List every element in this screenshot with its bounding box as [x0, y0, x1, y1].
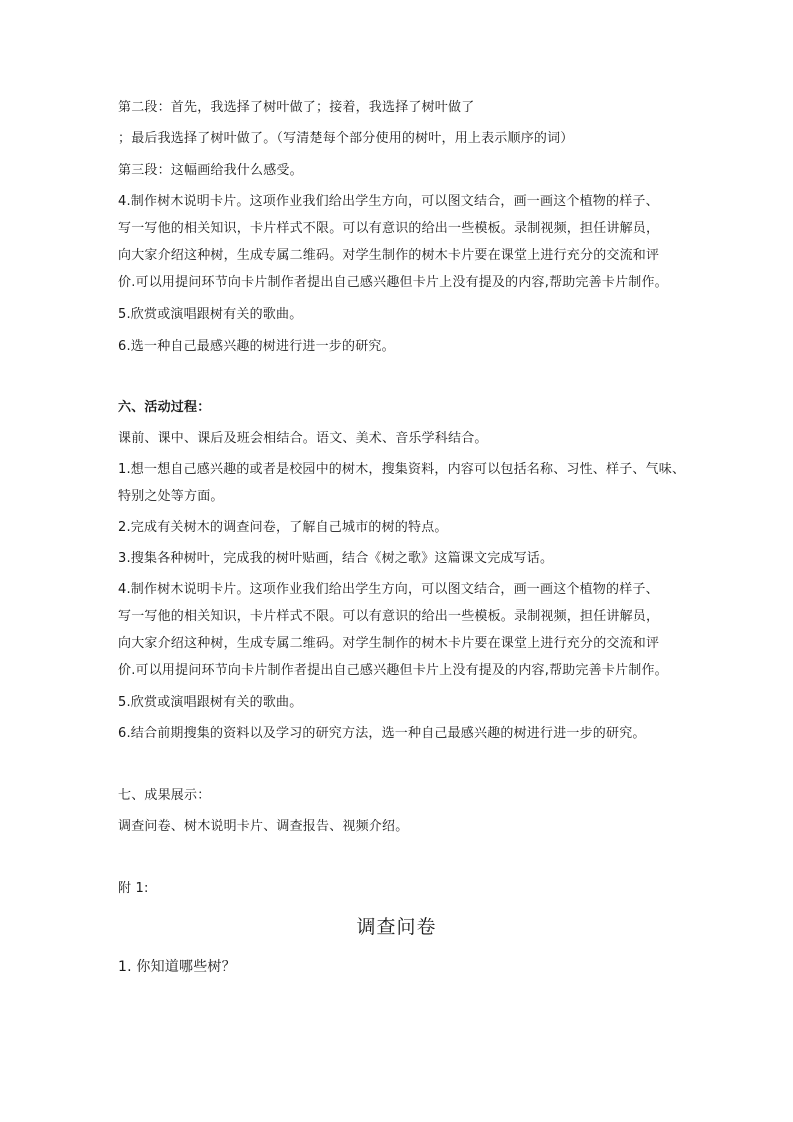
section6-intro: 课前、课中、课后及班会相结合。语文、美术、音乐学科结合。: [118, 431, 488, 446]
section2-item4-line1: 4.制作树木说明卡片。这项作业我们给出学生方向，可以图文结合，画一画这个植物的样子、: [118, 194, 659, 209]
section7-content: 调查问卷、树木说明卡片、调查报告、视频介绍。: [118, 819, 409, 834]
appendix-label: 附 1:: [118, 881, 149, 896]
section2-item4-line4: 价.可以用提问环节向卡片制作者提出自己感兴趣但卡片上没有提及的内容,帮助完善卡片制作。: [118, 275, 668, 290]
section6-item4-line4: 价.可以用提问环节向卡片制作者提出自己感兴趣但卡片上没有提及的内容,帮助完善卡片制作。: [118, 663, 668, 678]
section2-item5: 5.欣赏或演唱跟树有关的歌曲。: [118, 307, 303, 322]
section2-para2-line2: ；最后我选择了树叶做了。（写清楚每个部分使用的树叶，用上表示顺序的词）: [118, 131, 574, 146]
section6-item4-line3: 向大家介绍这种树，生成专属二维码。对学生制作的树木卡片要在课堂上进行充分的交流和评: [118, 636, 660, 651]
appendix-title: 调查问卷: [356, 916, 437, 938]
section2-item4-line3: 向大家介绍这种树，生成专属二维码。对学生制作的树木卡片要在课堂上进行充分的交流和评: [118, 248, 660, 263]
section2-para2-line1: 第二段：首先，我选择了树叶做了；接着，我选择了树叶做了: [118, 100, 475, 115]
section6-item4-line2: 写一写他的相关知识，卡片样式不限。可以有意识的给出一些模板。录制视频，担任讲解员，: [118, 609, 660, 624]
section2-item6: 6.选一种自己最感兴趣的树进行进一步的研究。: [118, 339, 395, 354]
section2-item4-line2: 写一写他的相关知识，卡片样式不限。可以有意识的给出一些模板。录制视频，担任讲解员，: [118, 221, 660, 236]
section2-para3: 第三段：这幅画给我什么感受。: [118, 163, 303, 178]
section6-item6: 6.结合前期搜集的资料以及学习的研究方法，选一种自己最感兴趣的树进行进一步的研究。: [118, 726, 646, 741]
section6-item2: 2.完成有关树木的调查问卷，了解自己城市的树的特点。: [118, 520, 448, 535]
section6-heading: 六、活动过程：: [118, 400, 211, 415]
section6-item3: 3.搜集各种树叶，完成我的树叶贴画，结合《树之歌》这篇课文完成写话。: [118, 551, 554, 566]
section7-heading: 七、成果展示：: [118, 788, 211, 803]
appendix-question-1: 1. 你知道哪些树？: [118, 959, 236, 975]
section6-item1-line2: 特别之处等方面。: [118, 489, 224, 504]
section6-item5: 5.欣赏或演唱跟树有关的歌曲。: [118, 695, 303, 710]
section6-item1-line1: 1.想一想自己感兴趣的或者是校园中的树木，搜集资料，内容可以包括名称、习性、样子、气味、: [118, 462, 686, 477]
section6-item4-line1: 4.制作树木说明卡片。这项作业我们给出学生方向，可以图文结合，画一画这个植物的样子、: [118, 582, 659, 597]
